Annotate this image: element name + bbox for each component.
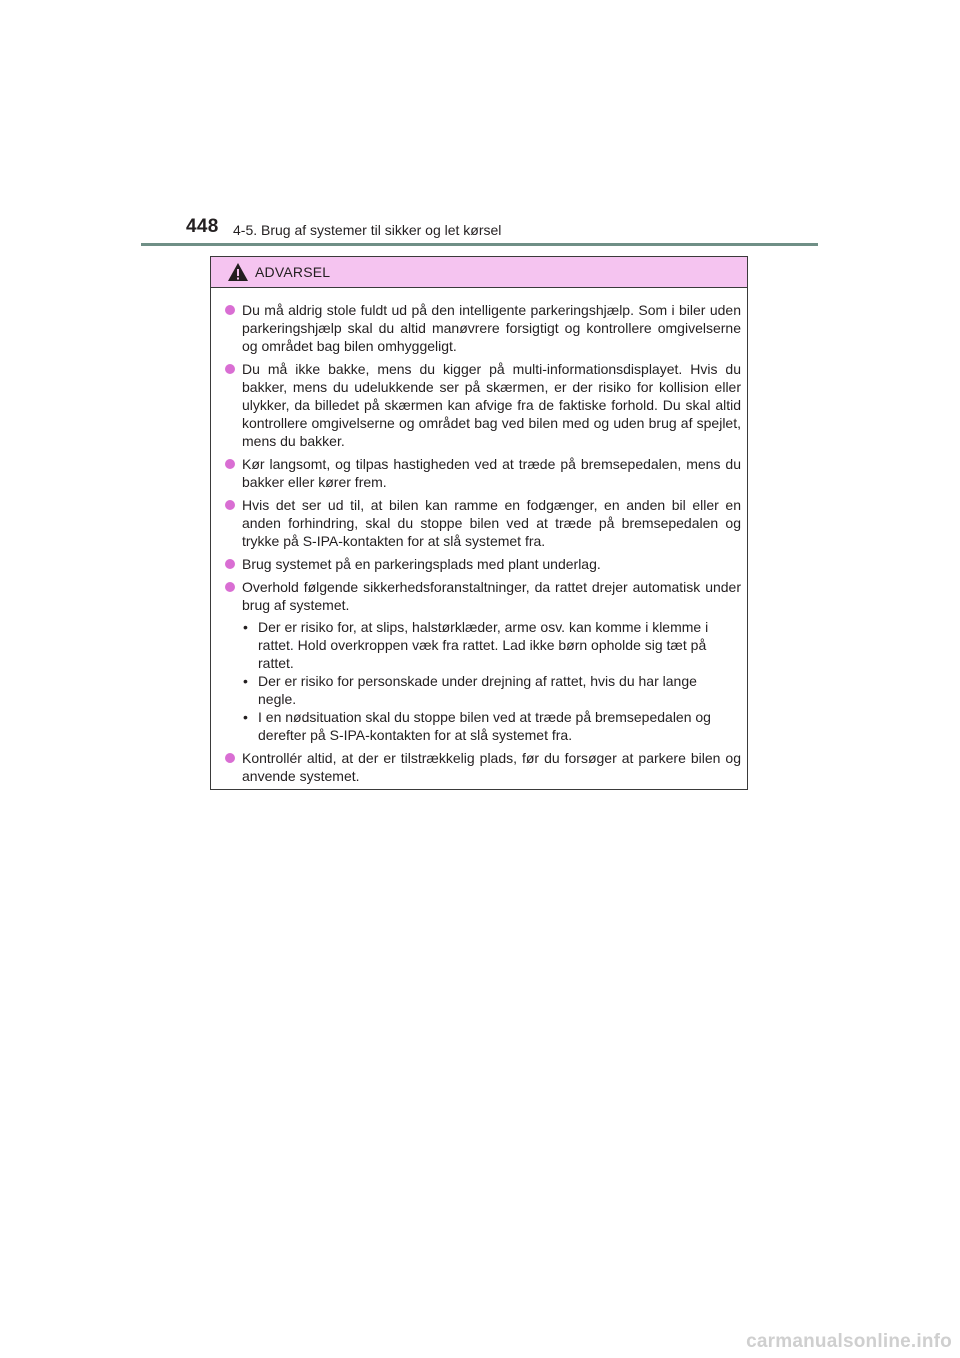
warning-item bbox=[225, 555, 741, 573]
watermark: carmanualsonline.info bbox=[746, 1331, 952, 1352]
warning-header bbox=[211, 257, 747, 288]
warning-item-text: Kør langsomt, og tilpas hastigheden ved at træde på bremsepedalen, mens du bakker eller kører frem. bbox=[242, 456, 741, 490]
bullet-icon bbox=[225, 753, 235, 763]
sub-bullet-icon: • bbox=[243, 619, 248, 635]
sub-bullet-icon: • bbox=[243, 673, 248, 689]
warning-item-text: Du må aldrig stole fuldt ud på den intelligente parkeringshjælp. Som i biler uden parkeringshjælp skal du altid manøvrere forsigtigt og kontrollere omgivelserne og området bag bilen omhyggeligt. bbox=[242, 302, 741, 354]
sub-list-item-text: I en nødsituation skal du stoppe bilen ved at træde på bremsepedalen og derefter på S-IPA-kontakten for at slå systemet fra. bbox=[258, 709, 711, 743]
warning-item bbox=[225, 496, 741, 550]
warning-item bbox=[225, 360, 741, 450]
section-title: 4-5. Brug af systemer til sikker og let kørsel bbox=[233, 222, 502, 238]
bullet-icon bbox=[225, 459, 235, 469]
header-rule bbox=[141, 243, 818, 246]
sub-list-item bbox=[242, 618, 741, 672]
bullet-icon bbox=[225, 500, 235, 510]
sub-list-item bbox=[242, 708, 741, 744]
sub-list-item bbox=[242, 672, 741, 708]
warning-item-text: Overhold følgende sikkerhedsforanstaltninger, da rattet drejer automatisk under brug af systemet. bbox=[242, 579, 741, 613]
warning-item-text: Hvis det ser ud til, at bilen kan ramme en fodgænger, en anden bil eller en anden forhindring, skal du stoppe bilen ved at træde på bremsepedalen og trykke på S-IPA-kontakten for at slå systemet fra. bbox=[242, 497, 741, 549]
bullet-icon bbox=[225, 364, 235, 374]
sub-bullet-icon: • bbox=[243, 709, 248, 725]
bullet-icon bbox=[225, 582, 235, 592]
sub-list-item-text: Der er risiko for personskade under drejning af rattet, hvis du har lange negle. bbox=[258, 673, 697, 707]
warning-item-text: Brug systemet på en parkeringsplads med plant underlag. bbox=[242, 556, 601, 572]
warning-item-text: Du må ikke bakke, mens du kigger på multi-informationsdisplayet. Hvis du bakker, mens du udelukkende ser på skærmen, er der risiko for kollision eller ulykker, da billedet på skærmen kan afvige fra de faktiske forhold. Du skal altid kontrollere omgivelserne og området bag ved bilen med og uden brug af spejlet, mens du bakker. bbox=[242, 361, 741, 449]
warning-item-text: Kontrollér altid, at der er tilstrækkelig plads, før du forsøger at parkere bilen og anvende systemet. bbox=[242, 750, 741, 784]
page-number: 448 bbox=[186, 216, 219, 237]
warning-item bbox=[225, 749, 741, 785]
warning-body bbox=[211, 288, 747, 785]
sub-list-item-text: Der er risiko for, at slips, halstørklæder, arme osv. kan komme i klemme i rattet. Hold overkroppen væk fra rattet. Lad ikke børn opholde sig tæt på rattet. bbox=[258, 619, 709, 671]
bullet-icon bbox=[225, 305, 235, 315]
warning-triangle-icon bbox=[227, 262, 249, 282]
bullet-icon bbox=[225, 559, 235, 569]
warning-item bbox=[225, 455, 741, 491]
warning-item bbox=[225, 301, 741, 355]
sub-list bbox=[242, 618, 741, 744]
warning-box bbox=[210, 256, 748, 790]
warning-item bbox=[225, 578, 741, 744]
warning-title: ADVARSEL bbox=[255, 264, 331, 280]
